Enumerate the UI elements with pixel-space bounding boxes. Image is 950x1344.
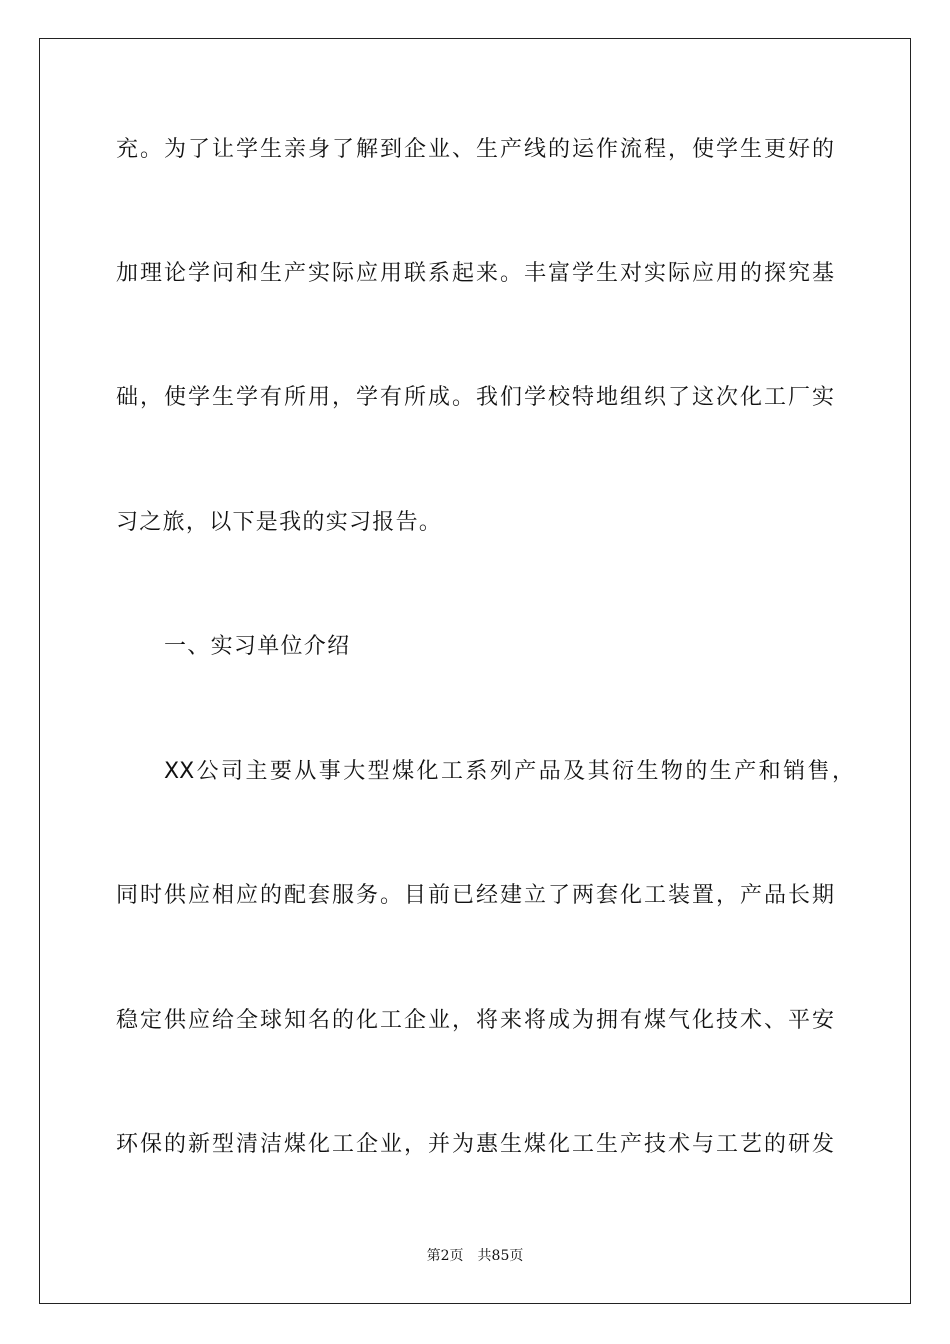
- text-line-7: 同时供应相应的配套服务。目前已经建立了两套化工装置，产品长期: [116, 883, 834, 908]
- text-line-1: 充。为了让学生亲身了解到企业、生产线的运作流程，使学生更好的: [116, 137, 834, 162]
- text-line-6: XX公司主要从事大型煤化工系列产品及其衍生物的生产和销售，: [164, 759, 854, 784]
- section-heading: 一、实习单位介绍: [164, 634, 351, 659]
- page-number-footer: 第2页 共85页: [426, 1248, 524, 1264]
- text-line-3: 础，使学生学有所用，学有所成。我们学校特地组织了这次化工厂实: [116, 385, 834, 410]
- text-line-4: 习之旅，以下是我的实习报告。: [116, 510, 443, 535]
- text-line-2: 加理论学问和生产实际应用联系起来。丰富学生对实际应用的探究基: [116, 261, 834, 286]
- text-line-9: 环保的新型清洁煤化工企业，并为惠生煤化工生产技术与工艺的研发: [116, 1132, 834, 1157]
- text-line-8: 稳定供应给全球知名的化工企业，将来将成为拥有煤气化技术、平安: [116, 1008, 834, 1033]
- page-border: [39, 38, 911, 1304]
